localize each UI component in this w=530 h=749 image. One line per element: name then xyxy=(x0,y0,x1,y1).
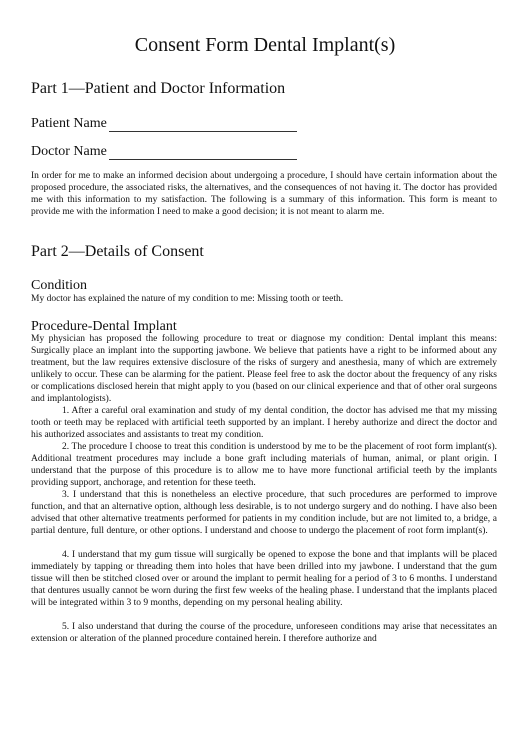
condition-heading: Condition xyxy=(31,278,88,293)
patient-name-field[interactable] xyxy=(31,115,297,132)
doctor-name-line[interactable] xyxy=(109,145,297,160)
patient-name-line[interactable] xyxy=(109,117,297,132)
doctor-name-field[interactable] xyxy=(31,143,297,160)
consent-item-2: 2. The procedure I choose to treat this condition is understood by me to be the placement of root form implant(s). Additional treatment procedures may include a bone graft including materials of human, animal, or plant origin. I understand that the purpose of this procedure is to allow me to have more functional artificial teeth by the implants providing support, anchorage, and retention for these teeth. xyxy=(31,442,497,488)
part1-heading: Part 1—Patient and Doctor Information xyxy=(31,80,286,97)
part2-heading: Part 2—Details of Consent xyxy=(31,243,204,260)
patient-name-label: Patient Name xyxy=(31,116,107,131)
document-title: Consent Form Dental Implant(s) xyxy=(134,34,396,56)
procedure-heading: Procedure-Dental Implant xyxy=(31,319,177,334)
procedure-paragraph: My physician has proposed the following procedure to treat or diagnose my condition: Dental implant this means: Surgically place an implant into the supporting jawbone. We believe that patients have a right to be informed about any treatment, but the law requires extensive disclosure of the risks of surgery and anesthesia, many of which are extremely unlikely to occur. These can be alarming for the patient. Please feel free to ask the doctor about the frequency of any risks or complications disclosed herein that might apply to you (based on our clinical experience and that of other oral surgeons and implantologists). xyxy=(31,334,497,404)
consent-item-5: 5. I also understand that during the course of the procedure, unforeseen conditions may arise that necessitates an extension or alteration of the planned procedure contained herein. I therefore authorize and xyxy=(31,622,497,644)
condition-paragraph: My doctor has explained the nature of my condition to me: Missing tooth or teeth. xyxy=(31,294,344,304)
consent-item-4: 4. I understand that my gum tissue will surgically be opened to expose the bone and that implants will be placed immediately by tapping or threading them into holes that have been drilled into my jawbone. I understand that the gum tissue will then be stitched closed over or around the implant to permit healing for a period of 3 to 6 months. I understand that dentures usually cannot be worn during the first few weeks of the healing phase. I understand that the implants placed will be integrated within 3 to 9 months, depending on my personal healing ability. xyxy=(31,550,497,608)
intro-paragraph: In order for me to make an informed decision about undergoing a procedure, I should have certain information about the proposed procedure, the associated risks, the alternatives, and the consequences of not having it. The doctor has provided me with this information to my satisfaction. The following is a summary of this information. This form is meant to provide me with the information I need to make a good decision; it is not meant to alarm me. xyxy=(31,171,497,217)
consent-item-1: 1. After a careful oral examination and study of my dental condition, the doctor has advised me that my missing tooth or teeth may be replaced with artificial teeth supported by an implant. I hereby authorize and direct the doctor and his authorized associates and assistants to treat my condition. xyxy=(31,406,497,440)
doctor-name-label: Doctor Name xyxy=(31,144,107,159)
consent-item-3: 3. I understand that this is nonetheless an elective procedure, that such procedures are performed to improve function, and that an alternative option, although less desirable, is to not undergo surgery and do nothing. I have also been advised that other alternative treatments performed for patients in my condition include, but are not limited to, a bridge, a partial denture, full denture, or other options. I understand and choose to undergo the placement of root form implant(s). xyxy=(31,490,497,536)
